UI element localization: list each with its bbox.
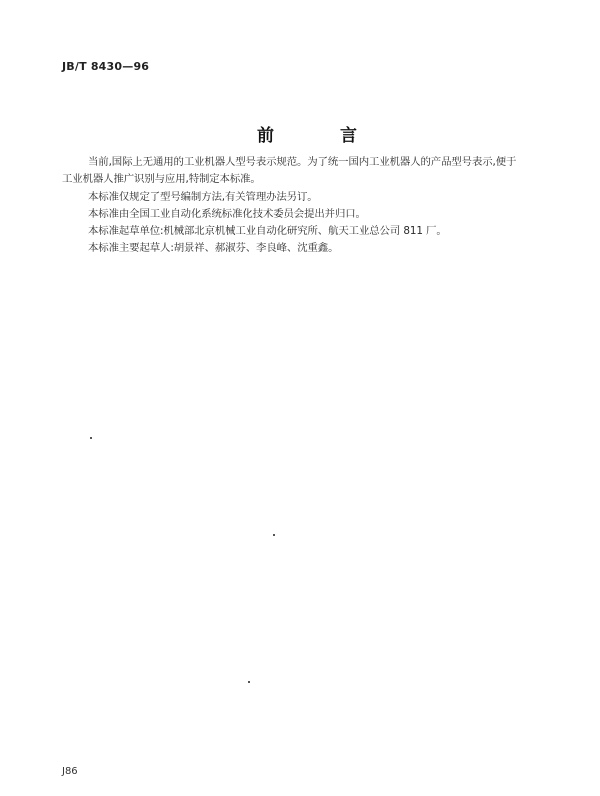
- scan-speck: [90, 437, 92, 439]
- paragraph-4: 本标准起草单位:机械部北京机械工业自动化研究所、航天工业总公司 811 厂。: [88, 225, 447, 237]
- page-number: J86: [62, 766, 78, 777]
- paragraph-3: 本标准由全国工业自动化系统标准化技术委员会提出并归口。: [88, 208, 366, 220]
- paragraph-1-line-2: 工业机器人推广识别与应用,特制定本标准。: [62, 173, 261, 185]
- scan-speck: [273, 534, 275, 536]
- standard-code: JB/T 8430—96: [62, 60, 150, 73]
- heading-char-2: 言: [340, 126, 357, 146]
- paragraph-2: 本标准仅规定了型号编制方法,有关管理办法另订。: [88, 191, 318, 203]
- heading-char-1: 前: [257, 126, 274, 146]
- paragraph-5: 本标准主要起草人:胡景祥、郝淑芬、李良峰、沈重鑫。: [88, 242, 339, 254]
- scan-speck: [248, 681, 250, 683]
- paragraph-1-line-1: 当前,国际上无通用的工业机器人型号表示规范。为了统一国内工业机器人的产品型号表示,便于: [88, 156, 517, 168]
- section-heading: [257, 121, 357, 146]
